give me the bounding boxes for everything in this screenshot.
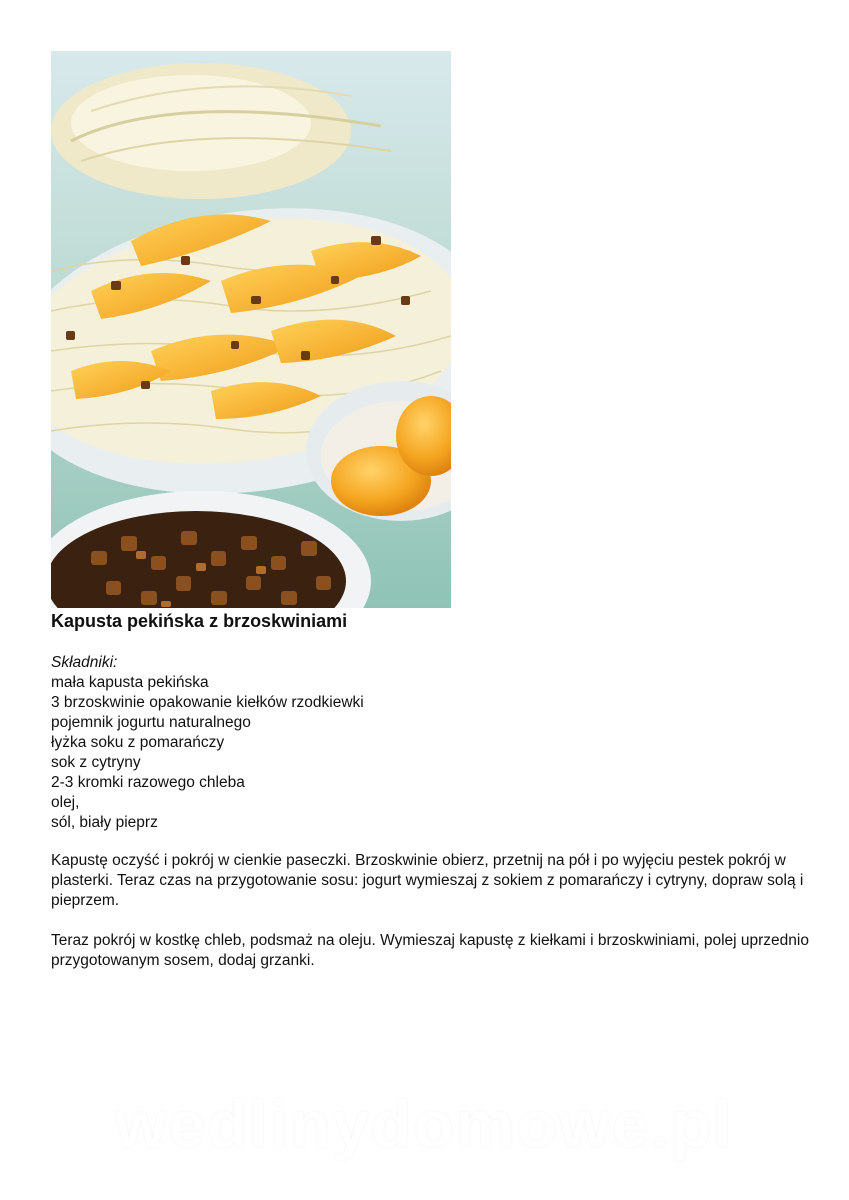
site-watermark: wedlinydomowe.pl <box>115 1087 734 1161</box>
salad-illustration <box>51 51 451 608</box>
ingredient-item: sól, biały pieprz <box>51 814 158 831</box>
ingredient-item: mała kapusta pekińska <box>51 674 209 691</box>
ingredient-item: pojemnik jogurtu naturalnego <box>51 714 251 731</box>
ingredient-item: olej, <box>51 794 80 811</box>
ingredient-item: sok z cytryny <box>51 754 141 771</box>
recipe-title: Kapusta pekińska z brzoskwiniami <box>51 611 348 631</box>
ingredients-list <box>51 673 364 833</box>
instruction-paragraph: Kapustę oczyść i pokrój w cienkie paseczki. Brzoskwinie obierz, przetnij na pół i po wyjęciu pestek pokrój w plasterki. Teraz czas na przygotowanie sosu: jogurt wymieszaj z sokiem z pomarańczy i cytryny, dopraw solą i pieprzem. <box>51 852 804 909</box>
recipe-photo <box>51 51 451 608</box>
ingredients-heading: Składniki: <box>51 654 118 671</box>
ingredient-item: 2-3 kromki razowego chleba <box>51 774 245 791</box>
ingredient-item: 3 brzoskwinie opakowanie kiełków rzodkiewki <box>51 694 364 711</box>
ingredient-item: łyżka soku z pomarańczy <box>51 734 225 751</box>
ingredients-section <box>51 653 364 833</box>
instruction-paragraph: Teraz pokrój w kostkę chleb, podsmaż na oleju. Wymieszaj kapustę z kiełkami i brzoskwiniami, polej uprzednio przygotowanym sosem, dodaj grzanki. <box>51 932 809 969</box>
